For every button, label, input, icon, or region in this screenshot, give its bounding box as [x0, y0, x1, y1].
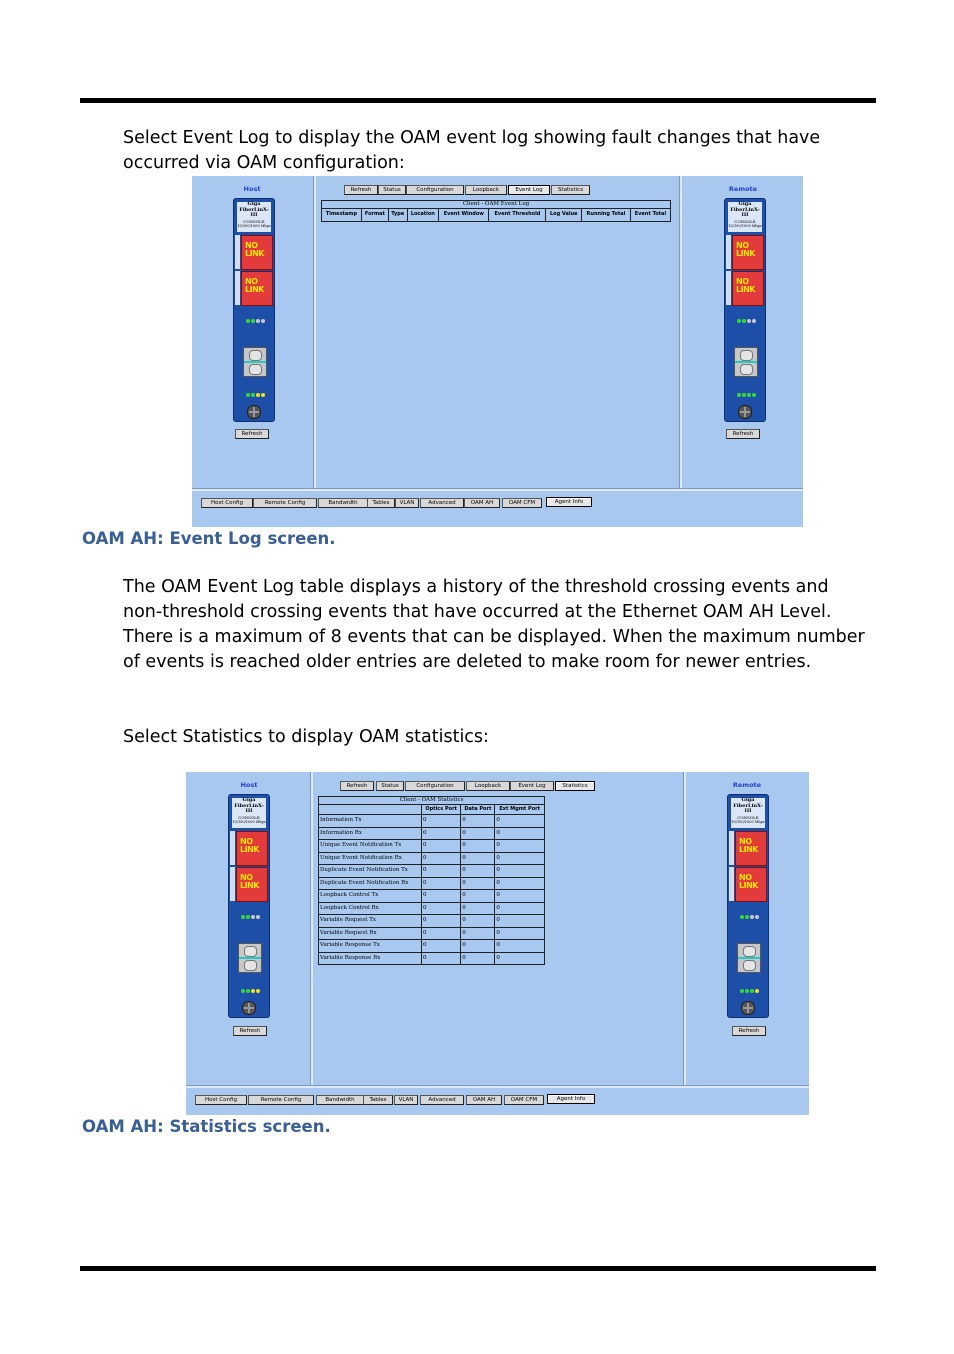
tab-host-config[interactable]: Host Config: [201, 498, 253, 508]
card-header: [237, 202, 271, 232]
optics-value: 0: [422, 827, 461, 840]
statistics-screenshot: [186, 772, 809, 1115]
tab-configuration[interactable]: Configuration: [405, 781, 465, 791]
optics-port: [734, 347, 758, 377]
card-screw-icon: [242, 1001, 256, 1015]
tab-oam-cfm[interactable]: OAM CFM: [504, 1095, 544, 1105]
tab-advanced[interactable]: Advanced: [420, 1095, 464, 1105]
ext-mgmt-value: 0: [495, 815, 545, 828]
tab-event-log[interactable]: Event Log: [510, 781, 554, 791]
status-leds: [737, 308, 757, 312]
host-title: Host: [243, 185, 261, 193]
ext-mgmt-value: 0: [495, 852, 545, 865]
col-optics-port: Optics Port: [422, 805, 461, 815]
card-brand: Giga: [247, 201, 261, 207]
row-label: Variable Response Tx: [319, 940, 422, 953]
tab-agent-info[interactable]: Agent Info: [547, 1094, 595, 1104]
statistics-title: Client - OAM Statistics: [319, 797, 545, 805]
col-timestamp: Timestamp: [322, 209, 362, 222]
status-leds: [241, 904, 261, 908]
table-row: [319, 940, 545, 953]
col-type: Type: [388, 209, 407, 222]
data-value: 0: [461, 915, 495, 928]
tab-vlan[interactable]: VLAN: [394, 1095, 418, 1105]
card-console: CONSOLE: [737, 814, 759, 820]
optics-value: 0: [422, 865, 461, 878]
tab-remote-config[interactable]: Remote Config: [253, 498, 317, 508]
no-link-label: NO LINK: [240, 873, 259, 890]
port-strip: [729, 831, 734, 865]
row-label: Loopback Control Rx: [319, 902, 422, 915]
card-console: CONSOLE: [734, 218, 756, 224]
card-speed: 10/100/1000 Mbps: [237, 224, 271, 228]
optics-port: [243, 347, 267, 377]
right-divider: [679, 176, 682, 488]
optics-port: [238, 943, 262, 973]
event-log-table: [321, 200, 671, 222]
data-value: 0: [461, 902, 495, 915]
table-row: [319, 815, 545, 828]
port-strip: [235, 235, 240, 269]
ext-mgmt-value: 0: [495, 927, 545, 940]
table-row: [319, 852, 545, 865]
link-leds: [737, 382, 757, 386]
col-counter: [319, 805, 422, 815]
no-link-label: NO LINK: [739, 837, 758, 854]
row-label: Loopback Control Tx: [319, 890, 422, 903]
card-screw-icon: [247, 405, 261, 419]
no-link-label: NO LINK: [736, 277, 755, 294]
data-value: 0: [461, 940, 495, 953]
table-row: [319, 840, 545, 853]
tab-event-log[interactable]: Event Log: [508, 185, 550, 195]
tab-bandwidth[interactable]: Bandwidth: [318, 498, 368, 508]
table-row: [319, 877, 545, 890]
no-link-label: NO LINK: [245, 241, 264, 258]
table-row: [319, 952, 545, 965]
tab-configuration[interactable]: Configuration: [406, 185, 464, 195]
ext-mgmt-value: 0: [495, 865, 545, 878]
card-screw-icon: [741, 1001, 755, 1015]
remote-title: Remote: [728, 185, 758, 193]
card-model: FiberLinX-III: [730, 206, 760, 218]
tab-tables[interactable]: Tables: [363, 1095, 393, 1105]
top-rule: [80, 98, 876, 103]
tab-oam-ah[interactable]: OAM AH: [464, 498, 500, 508]
col-event-threshold: Event Threshold: [489, 209, 546, 222]
data-value: 0: [461, 877, 495, 890]
tab-advanced[interactable]: Advanced: [420, 498, 464, 508]
card-speed: 10/100/1000 Mbps: [232, 820, 266, 824]
ext-mgmt-value: 0: [495, 952, 545, 965]
card-model: FiberLinX-III: [733, 802, 763, 814]
statistics-intro: Select Statistics to display OAM statistics:: [123, 727, 489, 747]
optics-value: 0: [422, 952, 461, 965]
tab-oam-ah[interactable]: OAM AH: [466, 1095, 502, 1105]
host-device-card: [233, 198, 275, 422]
row-label: Duplicate Event Notification Rx: [319, 877, 422, 890]
host-device-card: [228, 794, 270, 1018]
card-speed: 10/100/1000 Mbps: [731, 820, 765, 824]
host-refresh-button[interactable]: Refresh: [235, 429, 269, 439]
host-title: Host: [240, 781, 258, 789]
card-console: CONSOLE: [238, 814, 260, 820]
bottom-divider: [192, 488, 803, 491]
status-leds: [740, 904, 760, 908]
caption-statistics: OAM AH: Statistics screen.: [82, 1117, 331, 1136]
port-strip: [235, 271, 240, 305]
card-model: FiberLinX-III: [234, 802, 264, 814]
col-ext-mgmt-port: Ext Mgmt Port: [495, 805, 545, 815]
tab-vlan[interactable]: VLAN: [395, 498, 419, 508]
table-row: [319, 827, 545, 840]
tab-loopback[interactable]: Loopback: [465, 185, 507, 195]
remote-refresh-button[interactable]: Refresh: [732, 1026, 766, 1036]
caption-event-log: OAM AH: Event Log screen.: [82, 529, 336, 548]
bottom-rule: [80, 1266, 876, 1271]
table-row: [319, 927, 545, 940]
table-row: [319, 902, 545, 915]
host-refresh-button[interactable]: Refresh: [233, 1026, 267, 1036]
remote-refresh-button[interactable]: Refresh: [726, 429, 760, 439]
table-row: [319, 890, 545, 903]
tab-oam-cfm[interactable]: OAM CFM: [502, 498, 542, 508]
ext-mgmt-value: 0: [495, 915, 545, 928]
card-console: CONSOLE: [243, 218, 265, 224]
row-label: Variable Request Rx: [319, 927, 422, 940]
status-leds: [246, 308, 266, 312]
row-label: Unique Event Notification Tx: [319, 840, 422, 853]
optics-port: [737, 943, 761, 973]
optics-value: 0: [422, 815, 461, 828]
no-link-label: NO LINK: [245, 277, 264, 294]
table-row: [319, 865, 545, 878]
col-format: Format: [361, 209, 388, 222]
row-label: Variable Response Rx: [319, 952, 422, 965]
data-value: 0: [461, 827, 495, 840]
ext-mgmt-port: [732, 235, 764, 270]
col-running-total: Running Total: [582, 209, 631, 222]
col-event-window: Event Window: [439, 209, 489, 222]
data-value: 0: [461, 865, 495, 878]
card-header: [232, 798, 266, 828]
col-event-total: Event Total: [630, 209, 670, 222]
optics-value: 0: [422, 902, 461, 915]
tab-status[interactable]: Status: [378, 185, 406, 195]
card-speed: 10/100/1000 Mbps: [728, 224, 762, 228]
remote-device-card: [724, 198, 766, 422]
no-link-label: NO LINK: [739, 873, 758, 890]
tab-statistics[interactable]: Statistics: [551, 185, 590, 195]
ext-mgmt-value: 0: [495, 840, 545, 853]
tab-statistics[interactable]: Statistics: [555, 781, 595, 791]
port-strip: [230, 867, 235, 901]
tab-refresh[interactable]: Refresh: [340, 781, 374, 791]
data-value: 0: [461, 815, 495, 828]
remote-device-card: [727, 794, 769, 1018]
data-value: 0: [461, 890, 495, 903]
ext-mgmt-value: 0: [495, 902, 545, 915]
tab-status[interactable]: Status: [376, 781, 404, 791]
card-header: [731, 798, 765, 828]
tab-host-config[interactable]: Host Config: [195, 1095, 247, 1105]
card-model: FiberLinX-III: [239, 206, 269, 218]
link-leds: [246, 382, 266, 386]
event-log-title: Client - OAM Event Log: [322, 201, 671, 209]
tab-bandwidth[interactable]: Bandwidth: [316, 1095, 364, 1105]
link-leds: [241, 978, 261, 982]
port-strip: [726, 235, 731, 269]
statistics-table: [318, 796, 545, 965]
row-label: Variable Request Tx: [319, 915, 422, 928]
ext-mgmt-port: [236, 831, 268, 866]
port-strip: [726, 271, 731, 305]
data-value: 0: [461, 927, 495, 940]
optics-value: 0: [422, 940, 461, 953]
col-location: Location: [407, 209, 439, 222]
card-brand: Giga: [242, 797, 256, 803]
tab-remote-config[interactable]: Remote Config: [248, 1095, 314, 1105]
no-link-label: NO LINK: [240, 837, 259, 854]
body-paragraph: The OAM Event Log table displays a history of the threshold crossing events and non-threshold crossing events that have occurred at the Ethernet OAM AH Level. There is a maximum of 8 events that can be displayed. When the maximum number of events is reached older entries are deleted to make room for newer entries.: [123, 577, 865, 672]
ext-mgmt-value: 0: [495, 890, 545, 903]
tab-refresh[interactable]: Refresh: [344, 185, 378, 195]
left-divider: [313, 176, 316, 488]
tab-agent-info[interactable]: Agent Info: [546, 497, 592, 507]
port-strip: [230, 831, 235, 865]
optics-value: 0: [422, 915, 461, 928]
data-port: [236, 867, 268, 902]
ext-mgmt-port: [241, 235, 273, 270]
row-label: Information Tx: [319, 815, 422, 828]
row-label: Information Rx: [319, 827, 422, 840]
left-divider: [310, 772, 313, 1085]
row-label: Duplicate Event Notification Tx: [319, 865, 422, 878]
row-label: Unique Event Notification Rx: [319, 852, 422, 865]
data-value: 0: [461, 852, 495, 865]
ext-mgmt-value: 0: [495, 940, 545, 953]
optics-value: 0: [422, 877, 461, 890]
ext-mgmt-port: [735, 831, 767, 866]
optics-value: 0: [422, 890, 461, 903]
card-brand: Giga: [738, 201, 752, 207]
data-port: [732, 271, 764, 306]
optics-value: 0: [422, 927, 461, 940]
data-value: 0: [461, 840, 495, 853]
col-log-value: Log Value: [546, 209, 582, 222]
event-log-screenshot: [192, 176, 803, 527]
data-value: 0: [461, 952, 495, 965]
port-strip: [729, 867, 734, 901]
tab-tables[interactable]: Tables: [367, 498, 395, 508]
tab-loopback[interactable]: Loopback: [466, 781, 510, 791]
bottom-divider: [186, 1085, 809, 1088]
no-link-label: NO LINK: [736, 241, 755, 258]
card-screw-icon: [738, 405, 752, 419]
optics-value: 0: [422, 840, 461, 853]
ext-mgmt-value: 0: [495, 827, 545, 840]
card-brand: Giga: [741, 797, 755, 803]
col-data-port: Data Port: [461, 805, 495, 815]
optics-value: 0: [422, 852, 461, 865]
table-row: [319, 915, 545, 928]
data-port: [241, 271, 273, 306]
ext-mgmt-value: 0: [495, 877, 545, 890]
remote-title: Remote: [732, 781, 762, 789]
data-port: [735, 867, 767, 902]
card-header: [728, 202, 762, 232]
intro-paragraph: Select Event Log to display the OAM event log showing fault changes that have occurred via OAM configuration:: [123, 128, 821, 173]
link-leds: [740, 978, 760, 982]
right-divider: [683, 772, 686, 1085]
